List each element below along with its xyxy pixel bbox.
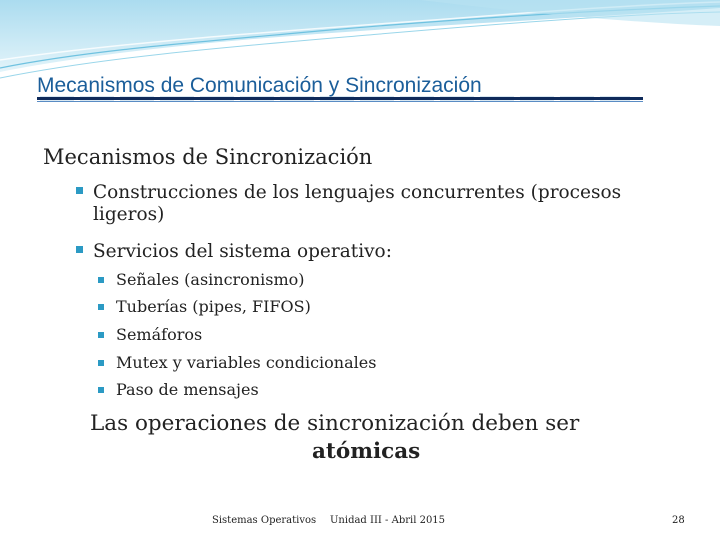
square-bullet-icon: [98, 277, 104, 283]
title-underline: [37, 97, 643, 100]
slide-title: Mecanismos de Comunicación y Sincronización: [37, 74, 482, 97]
bullet-level2-item: [98, 353, 376, 373]
bullet-text: Servicios del sistema operativo:: [93, 241, 392, 262]
square-bullet-icon: [76, 187, 83, 194]
square-bullet-icon: [98, 332, 104, 338]
footer-page-number: 28: [672, 515, 685, 526]
bullet-level1-item: [76, 182, 696, 226]
bullet-text: Mutex y variables condicionales: [116, 353, 377, 372]
bullet-text: Señales (asincronismo): [116, 270, 305, 289]
bullet-text: Semáforos: [116, 325, 203, 344]
bullet-level2-item: [98, 270, 305, 290]
bullet-text-line1: Construcciones de los lenguajes concurrentes (procesos: [93, 182, 622, 203]
conclusion-text: Las operaciones de sincronización deben ser: [90, 411, 580, 436]
footer-unit-date: Unidad III - Abril 2015: [330, 515, 446, 526]
square-bullet-icon: [76, 246, 83, 253]
bullet-level2-item: [98, 325, 202, 345]
section-heading: Mecanismos de Sincronización: [43, 145, 373, 169]
bullet-text-line2: ligeros): [93, 204, 165, 225]
bullet-text: Tuberías (pipes, FIFOS): [116, 297, 311, 316]
square-bullet-icon: [98, 360, 104, 366]
bullet-level2-item: [98, 297, 311, 317]
square-bullet-icon: [98, 304, 104, 310]
square-bullet-icon: [98, 387, 104, 393]
bullet-level1-item: [76, 241, 696, 263]
bullet-text: Paso de mensajes: [116, 380, 259, 399]
footer-course: Sistemas Operativos: [212, 515, 317, 526]
conclusion-emphasis: atómicas: [312, 439, 421, 464]
title-underline-accent: [37, 101, 643, 102]
bullet-level2-item: [98, 380, 259, 400]
